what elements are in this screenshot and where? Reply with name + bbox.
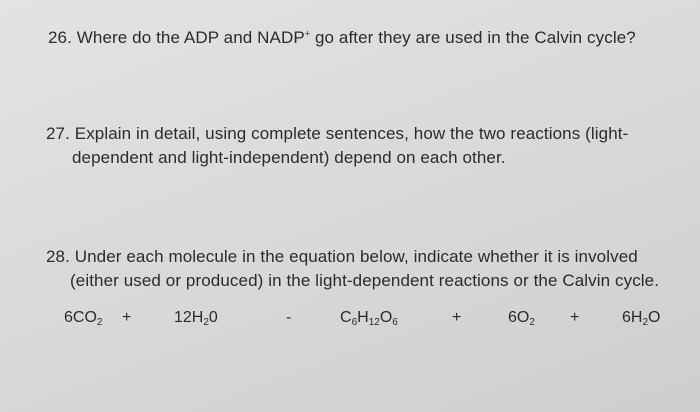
question-27 [46, 122, 628, 170]
question-26-text-end: go after they are used in the Calvin cycle? [310, 28, 636, 47]
question-27-line-1: 27. Explain in detail, using complete sentences, how the two reactions (light- [46, 124, 629, 143]
reaction-arrow: - [286, 309, 292, 326]
photosynthesis-equation [0, 309, 700, 339]
term-water-reactant: $12H_20$ [174, 309, 218, 328]
term-glucose: $C_6H_{12}O_6$ [340, 309, 398, 328]
question-26 [48, 26, 636, 50]
plus-sign-2: + [452, 309, 462, 326]
question-28-line-1: 28. Under each molecule in the equation below, indicate whether it is involved [46, 247, 638, 266]
term-carbon-dioxide: $6CO_2$ [64, 309, 103, 328]
question-27-line-2: dependent and light-independent) depend on each other. [72, 148, 506, 167]
question-26-text: 26. Where do the ADP and NADP [48, 28, 305, 47]
term-water-product: $6H_2O$ [622, 309, 661, 328]
plus-sign-1: + [122, 309, 132, 326]
question-28-line-2: (either used or produced) in the light-dependent reactions or the Calvin cycle. [70, 271, 660, 290]
superscript-plus: + [304, 28, 311, 39]
plus-sign-3: + [570, 309, 580, 326]
term-oxygen: $6O_2$ [508, 309, 535, 328]
question-28 [46, 245, 659, 293]
